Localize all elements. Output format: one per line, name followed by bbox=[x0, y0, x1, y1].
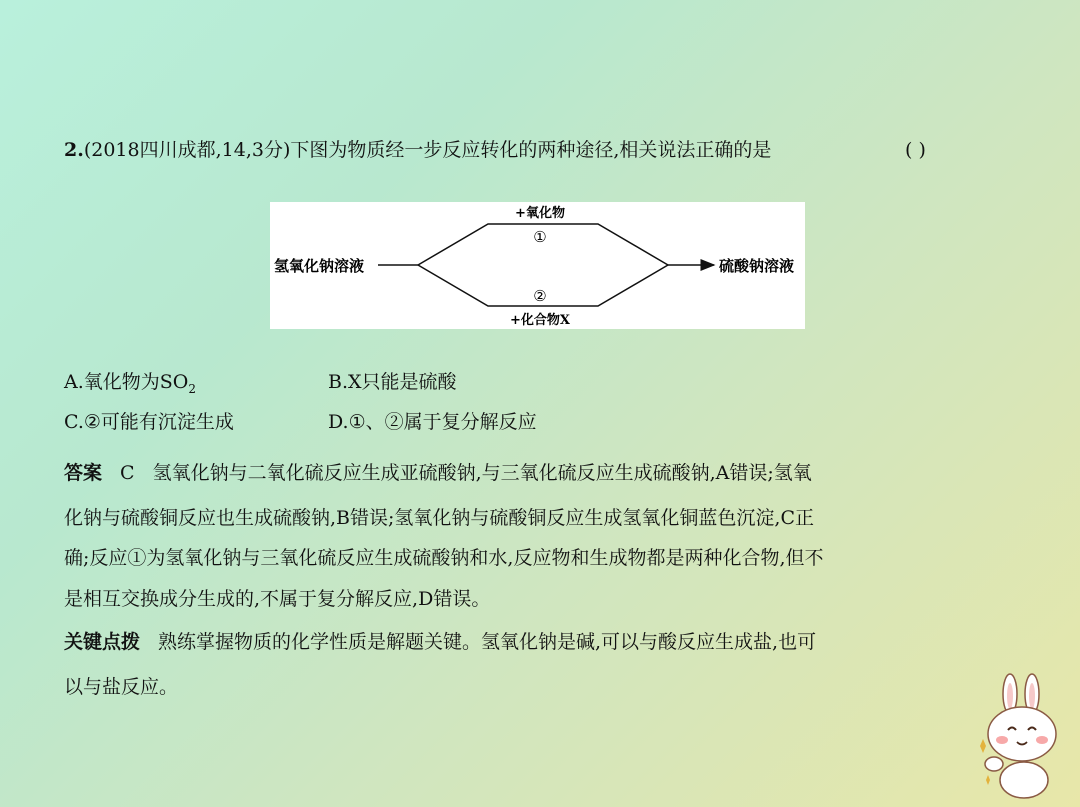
option-c: C.②可能有沉淀生成 bbox=[64, 411, 234, 433]
answer-line-3: 确;反应①为氢氧化钠与三氧化硫反应生成硫酸钠和水,反应物和生成物都是两种化合物,但不 bbox=[64, 547, 824, 569]
top-reagent: +氧化物 bbox=[515, 206, 565, 221]
option-d: D.①、②属于复分解反应 bbox=[328, 411, 537, 433]
answer-blank: ( ) bbox=[905, 139, 926, 161]
option-b: B.X只能是硫酸 bbox=[328, 371, 457, 393]
bunny-mascot-icon bbox=[972, 672, 1072, 802]
right-label: 硫酸钠溶液 bbox=[719, 257, 795, 275]
key-point-line-1: 关键点拨 熟练掌握物质的化学性质是解题关键。氢氧化钠是碱,可以与酸反应生成盐,也可 bbox=[64, 631, 817, 653]
key-point-label: 关键点拨 bbox=[64, 631, 141, 653]
answer-label: 答案 bbox=[64, 462, 103, 484]
option-a: A.氧化物为$SO_2$ bbox=[64, 371, 196, 396]
question-text bbox=[64, 136, 771, 164]
answer-line-4: 是相互交换成分生成的,不属于复分解反应,D错误。 bbox=[64, 588, 491, 610]
answer-letter: C bbox=[120, 462, 135, 484]
question-source: (2018四川成都,14,3分) bbox=[83, 139, 291, 161]
left-label: 氢氧化钠溶液 bbox=[274, 257, 365, 275]
path-2-label: ② bbox=[533, 287, 547, 305]
reaction-diagram-svg bbox=[270, 202, 805, 329]
path-1-label: ① bbox=[533, 228, 547, 246]
key-point-line-2: 以与盐反应。 bbox=[64, 676, 179, 698]
question-number: 2. bbox=[64, 139, 84, 161]
bottom-reagent: +化合物X bbox=[510, 313, 570, 328]
question-stem: 下图为物质经一步反应转化的两种途径,相关说法正确的是 bbox=[290, 139, 772, 161]
answer-line-1: 答案 C 氢氧化钠与二氧化硫反应生成亚硫酸钠,与三氧化硫反应生成硫酸钠,A错误;氢氧 bbox=[64, 462, 812, 484]
answer-line-2: 化钠与硫酸铜反应也生成硫酸钠,B错误;氢氧化钠与硫酸铜反应生成氢氧化铜蓝色沉淀,C正 bbox=[64, 507, 814, 529]
reaction-diagram bbox=[270, 202, 805, 329]
